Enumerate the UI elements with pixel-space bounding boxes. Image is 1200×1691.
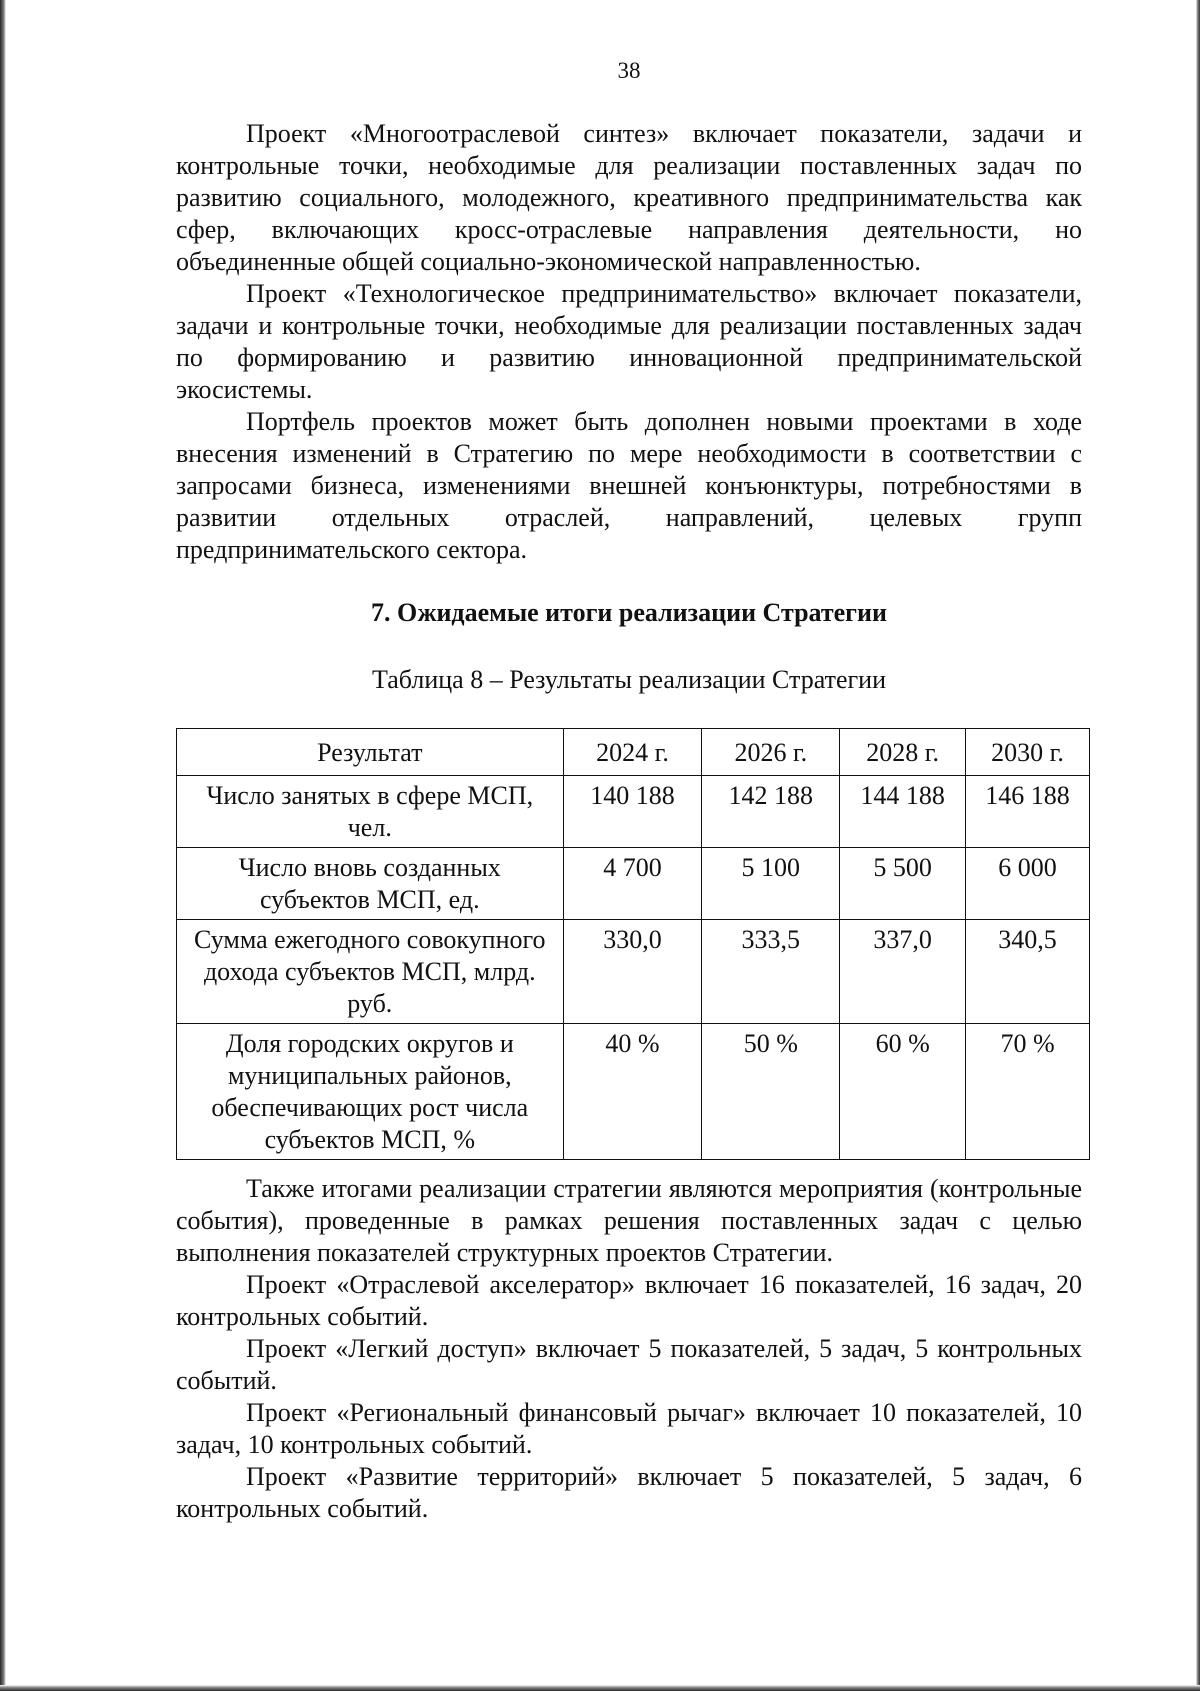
table-header-cell: 2030 г.: [966, 729, 1090, 776]
table-cell: 337,0: [840, 920, 966, 1024]
table-cell-result: Число вновь созданных субъектов МСП, ед.: [177, 848, 564, 920]
table-row: [177, 776, 1090, 848]
table-row: [177, 920, 1090, 1024]
intro-paragraphs: [176, 118, 1082, 566]
paragraph-easy-access: Проект «Легкий доступ» включает 5 показателей, 5 задач, 5 контрольных событий.: [176, 1334, 1082, 1395]
outcome-paragraphs: [176, 1173, 1082, 1525]
paragraph-multisector-synthesis: Проект «Многоотраслевой синтез» включает показатели, задачи и контрольные точки, необходимые для реализации поставленных задач по развитию социального, молодежного, креативного предпринимательства как сфер, включающих кросс-отраслевые направления деятельности, но объединенные общей социально-экономической направленностью.: [176, 119, 1082, 276]
table-cell-result: Число занятых в сфере МСП, чел.: [177, 776, 564, 848]
table-cell: 50 %: [702, 1024, 840, 1160]
table-cell: 5 100: [702, 848, 840, 920]
table-cell: 40 %: [563, 1024, 702, 1160]
table-header-cell: 2028 г.: [840, 729, 966, 776]
paragraph-control-events: Также итогами реализации стратегии являются мероприятия (контрольные события), проведенные в рамках решения поставленных задач с целью выполнения показателей структурных проектов Стратегии.: [176, 1174, 1082, 1267]
section-title: 7. Ожидаемые итоги реализации Стратегии: [371, 598, 887, 627]
table-cell-result: Сумма ежегодного совокупного дохода субъектов МСП, млрд. руб.: [177, 920, 564, 1024]
paragraph-sector-accelerator: Проект «Отраслевой акселератор» включает 16 показателей, 16 задач, 20 контрольных событий.: [176, 1270, 1082, 1331]
table-row: [177, 848, 1090, 920]
table-header-row: [177, 729, 1090, 776]
page-number: 38: [617, 58, 641, 83]
table-cell: 146 188: [966, 776, 1090, 848]
table-row: [177, 1024, 1090, 1160]
table-cell-result: Доля городских округов и муниципальных районов, обеспечивающих рост числа субъектов МСП, %: [177, 1024, 564, 1160]
table-cell: 144 188: [840, 776, 966, 848]
table-cell: 142 188: [702, 776, 840, 848]
table-cell: 5 500: [840, 848, 966, 920]
scan-edge-bottom: [0, 1685, 1200, 1691]
paragraph-project-portfolio: Портфель проектов может быть дополнен новыми проектами в ходе внесения изменений в Стратегию по мере необходимости в соответствии с запросами бизнеса, изменениями внешней конъюнктуры, потребностями в развитии отдельных отраслей, направлений, целевых групп предпринимательского сектора.: [176, 407, 1082, 564]
table-header-cell: 2026 г.: [702, 729, 840, 776]
paragraph-tech-entrepreneurship: Проект «Технологическое предпринимательство» включает показатели, задачи и контрольные точки, необходимые для реализации поставленных задач по формированию и развитию инновационной предпринимательской экосистемы.: [176, 279, 1082, 404]
table-header-cell: 2024 г.: [563, 729, 702, 776]
table-cell: 70 %: [966, 1024, 1090, 1160]
results-table: [176, 728, 1090, 1160]
table-cell: 340,5: [966, 920, 1090, 1024]
paragraph-regional-financial-lever: Проект «Региональный финансовый рычаг» включает 10 показателей, 10 задач, 10 контрольных событий.: [176, 1398, 1082, 1459]
table-cell: 140 188: [563, 776, 702, 848]
table-cell: 330,0: [563, 920, 702, 1024]
table-cell: 4 700: [563, 848, 702, 920]
table-cell: 333,5: [702, 920, 840, 1024]
table-caption: Таблица 8 – Результаты реализации Стратегии: [372, 665, 886, 694]
scan-edge-right: [1196, 0, 1200, 1691]
table-header-cell: Результат: [177, 729, 564, 776]
scan-edge-left: [0, 0, 6, 1691]
table-cell: 6 000: [966, 848, 1090, 920]
table-cell: 60 %: [840, 1024, 966, 1160]
paragraph-territory-development: Проект «Развитие территорий» включает 5 показателей, 5 задач, 6 контрольных событий.: [176, 1462, 1082, 1523]
